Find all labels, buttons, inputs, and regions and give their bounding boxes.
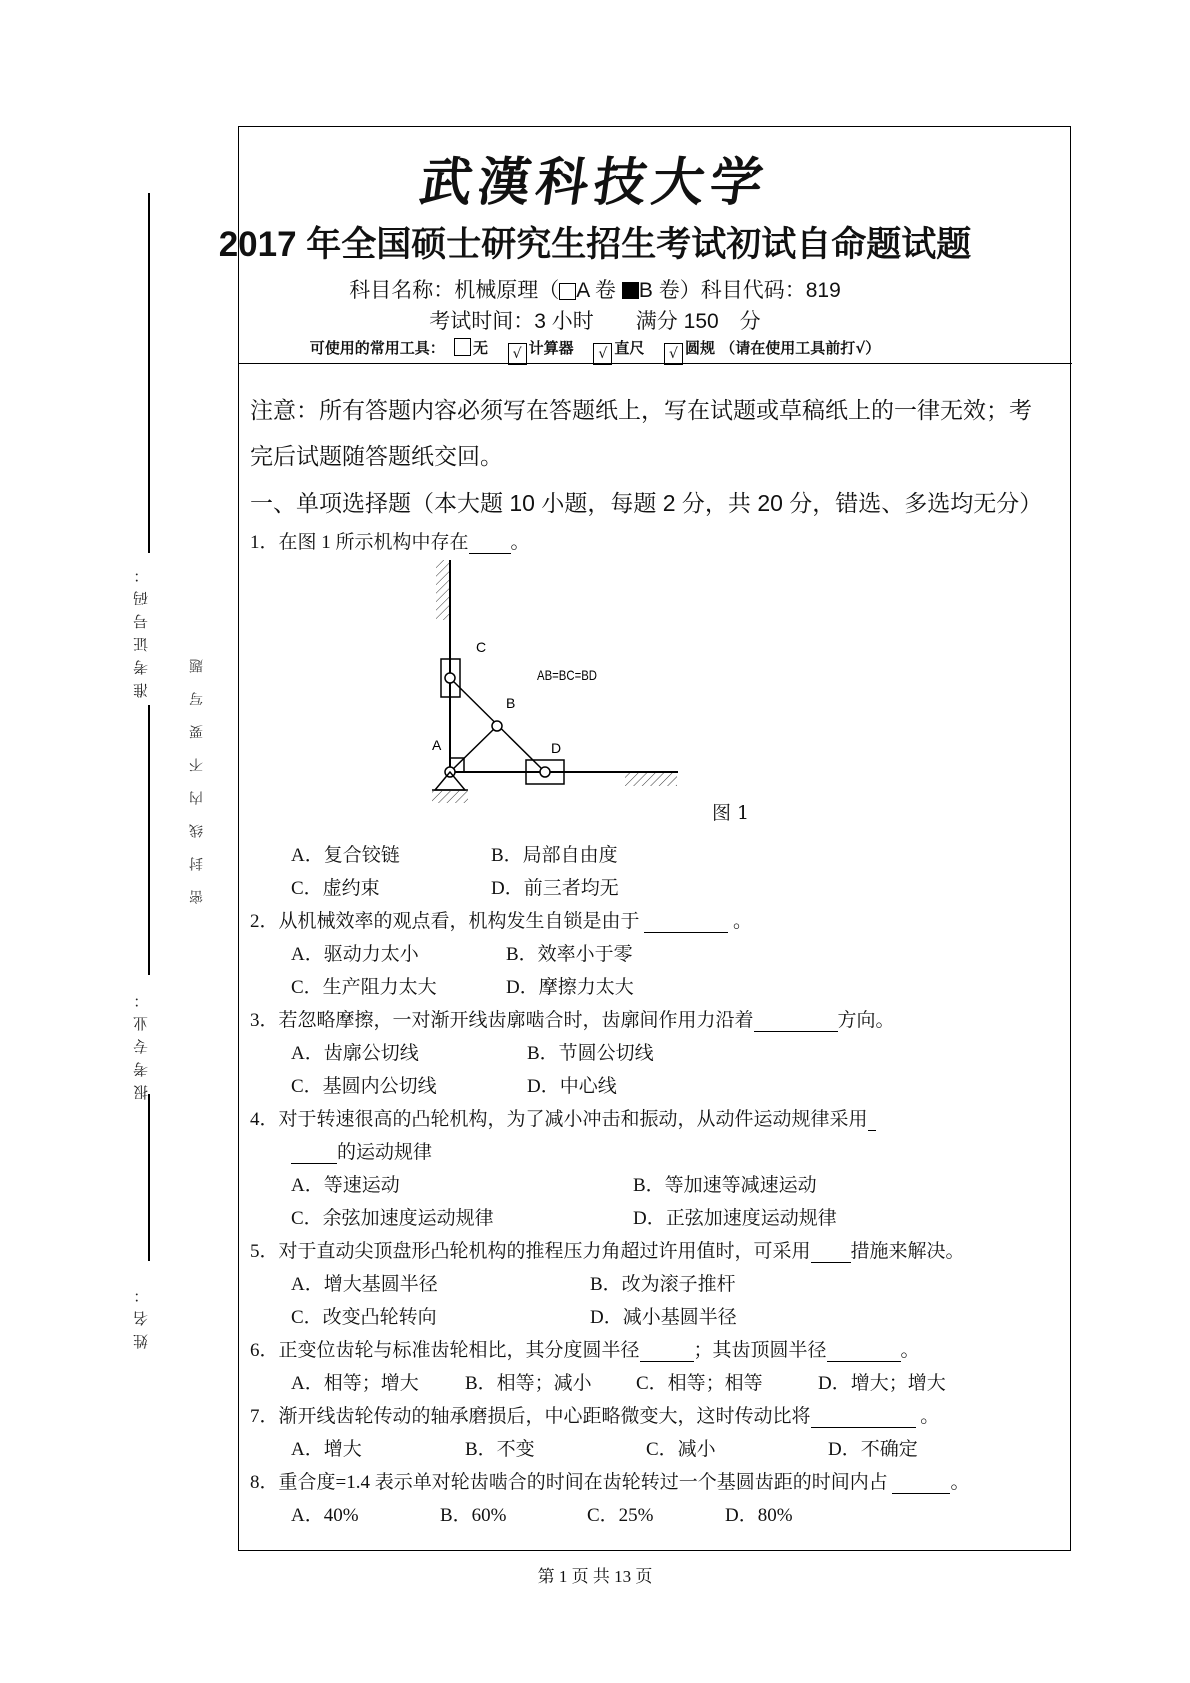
figure-equation: AB=BC=BD [537, 667, 597, 683]
answer-blank [644, 914, 728, 933]
answer-blank [754, 1013, 838, 1032]
subject-line [0, 274, 1190, 304]
joint-b [492, 721, 502, 731]
time-line: 考试时间：3 小时 满分 150 分 [429, 310, 761, 333]
question-1-stem: 1．在图 1 所示机构中存在 。 [250, 532, 530, 553]
paper-b-checkbox-filled[interactable] [622, 282, 639, 299]
option[interactable]: A．复合铰链 [291, 845, 400, 866]
option[interactable]: D．减小基圆半径 [590, 1307, 737, 1328]
answer-blank [892, 1475, 950, 1494]
seal-line-notice: 密封线内不要写题 [189, 640, 205, 904]
question-4-stem-cont: 的运动规律 [291, 1137, 432, 1164]
option[interactable]: B．60% [440, 1505, 507, 1526]
question-3-stem: 3．若忽略摩擦，一对渐开线齿廓啮合时，齿廓间作用力沿着 方向。 [250, 1010, 895, 1031]
tools-note: （请在使用工具前打√） [720, 339, 881, 357]
notice-line-2: 完后试题随答题纸交回。 [250, 443, 503, 469]
option[interactable]: A．等速运动 [291, 1175, 400, 1196]
answer-blank [827, 1343, 901, 1362]
option[interactable]: C．减小 [646, 1439, 716, 1460]
option[interactable]: D．前三者均无 [491, 878, 619, 899]
question-7-stem: 7．渐开线齿轮传动的轴承磨损后，中心距略微变大，这时传动比将 。 [250, 1406, 940, 1427]
figure-1-caption: 图 1 [712, 802, 750, 824]
option[interactable]: C．25% [587, 1505, 654, 1526]
tool-checkbox-calculator[interactable]: √ [508, 343, 527, 365]
option[interactable]: D．增大；增大 [818, 1373, 946, 1394]
option[interactable]: D．中心线 [527, 1076, 617, 1097]
answer-blank [811, 1409, 916, 1428]
answer-blank [868, 1112, 876, 1131]
name-label: 姓名： [132, 1280, 150, 1349]
option[interactable]: A．相等；增大 [291, 1373, 419, 1394]
ground-hatch-top [436, 560, 449, 620]
tool-checkbox-compass[interactable]: √ [664, 343, 683, 365]
answer-blank [640, 1343, 694, 1362]
question-6-stem: 6．正变位齿轮与标准齿轮相比，其分度圆半径 ；其齿顶圆半径 。 [250, 1340, 920, 1361]
option[interactable]: A．增大基圆半径 [291, 1274, 438, 1295]
label-d: D [551, 740, 562, 756]
page-indicator: 第 1 页 共 13 页 [537, 1567, 653, 1586]
link-ab [450, 726, 497, 772]
tool-label-calculator: 计算器 [528, 339, 574, 357]
major-fill-line [148, 705, 150, 975]
tools-label: 可使用的常用工具： [309, 339, 445, 357]
option[interactable]: C．基圆内公切线 [291, 1076, 437, 1097]
tools-line [0, 337, 1190, 365]
exam-title: 2017 年全国硕士研究生招生考试初试自命题试题 [218, 225, 972, 264]
answer-blank [291, 1145, 337, 1164]
option[interactable]: A．增大 [291, 1439, 362, 1460]
option[interactable]: B．局部自由度 [491, 845, 618, 866]
major-label: 报考专业： [132, 985, 150, 1100]
option[interactable]: C．生产阻力太大 [291, 977, 437, 998]
subject-label: 科目名称：机械原理（ [349, 279, 560, 302]
tool-label-none: 无 [472, 339, 488, 357]
option[interactable]: A．40% [291, 1505, 359, 1526]
option[interactable]: A．齿廓公切线 [291, 1043, 419, 1064]
name-fill-line [148, 1094, 150, 1261]
option[interactable]: A．驱动力太小 [291, 944, 419, 965]
tool-checkbox-ruler[interactable]: √ [593, 343, 612, 365]
ground-hatch-right [625, 773, 677, 786]
tool-label-ruler: 直尺 [614, 339, 645, 357]
option[interactable]: D．不确定 [828, 1439, 918, 1460]
joint-c [445, 673, 455, 683]
figure-1-mechanism [420, 558, 780, 838]
option[interactable]: D．80% [725, 1505, 793, 1526]
tool-label-compass: 圆规 [685, 339, 716, 357]
ground-hatch-bottom [432, 791, 468, 803]
question-5-stem: 5．对于直动尖顶盘形凸轮机构的推程压力角超过许用值时，可采用 措施来解决。 [250, 1241, 965, 1262]
question-8-stem: 8．重合度=1.4 表示单对轮齿啮合的时间在齿轮转过一个基圆齿距的时间内占 。 [250, 1472, 970, 1493]
joint-d [540, 767, 550, 777]
option[interactable]: B．改为滚子推杆 [590, 1274, 736, 1295]
label-b: B [506, 695, 516, 711]
paper-a-checkbox[interactable] [559, 283, 576, 300]
option[interactable]: B．节圆公切线 [527, 1043, 654, 1064]
option[interactable]: D．正弦加速度运动规律 [633, 1208, 837, 1229]
question-2-stem: 2．从机械效率的观点看，机构发生自锁是由于 。 [250, 911, 753, 932]
label-c: C [476, 639, 487, 655]
option[interactable]: C．余弦加速度运动规律 [291, 1208, 494, 1229]
option[interactable]: D．摩擦力太大 [506, 977, 634, 998]
section-heading: 一、单项选择题（本大题 10 小题，每题 2 分，共 20 分，错选、多选均无分） [250, 490, 1043, 516]
notice-line-1: 注意：所有答题内容必须写在答题纸上，写在试题或草稿纸上的一律无效；考 [250, 397, 1032, 423]
option[interactable]: C．改变凸轮转向 [291, 1307, 437, 1328]
university-logo: 武漢科技大学 [415, 152, 773, 213]
answer-blank [469, 535, 511, 554]
tool-checkbox-none[interactable] [454, 338, 471, 356]
answer-blank [811, 1244, 851, 1263]
exam-id-label: 准考证号码： [132, 560, 150, 698]
paper-a-label: A 卷 [576, 279, 616, 302]
option[interactable]: B．相等；减小 [465, 1373, 592, 1394]
option[interactable]: B．不变 [465, 1439, 535, 1460]
option[interactable]: C．相等；相等 [636, 1373, 763, 1394]
paper-b-label: B 卷）科目代码：819 [638, 279, 841, 302]
option[interactable]: C．虚约束 [291, 878, 380, 899]
option[interactable]: B．等加速等减速运动 [633, 1175, 817, 1196]
label-a: A [432, 737, 442, 753]
option[interactable]: B．效率小于零 [506, 944, 633, 965]
question-4-stem: 4．对于转速很高的凸轮机构，为了减小冲击和振动，从动件运动规律采用 [250, 1104, 876, 1131]
